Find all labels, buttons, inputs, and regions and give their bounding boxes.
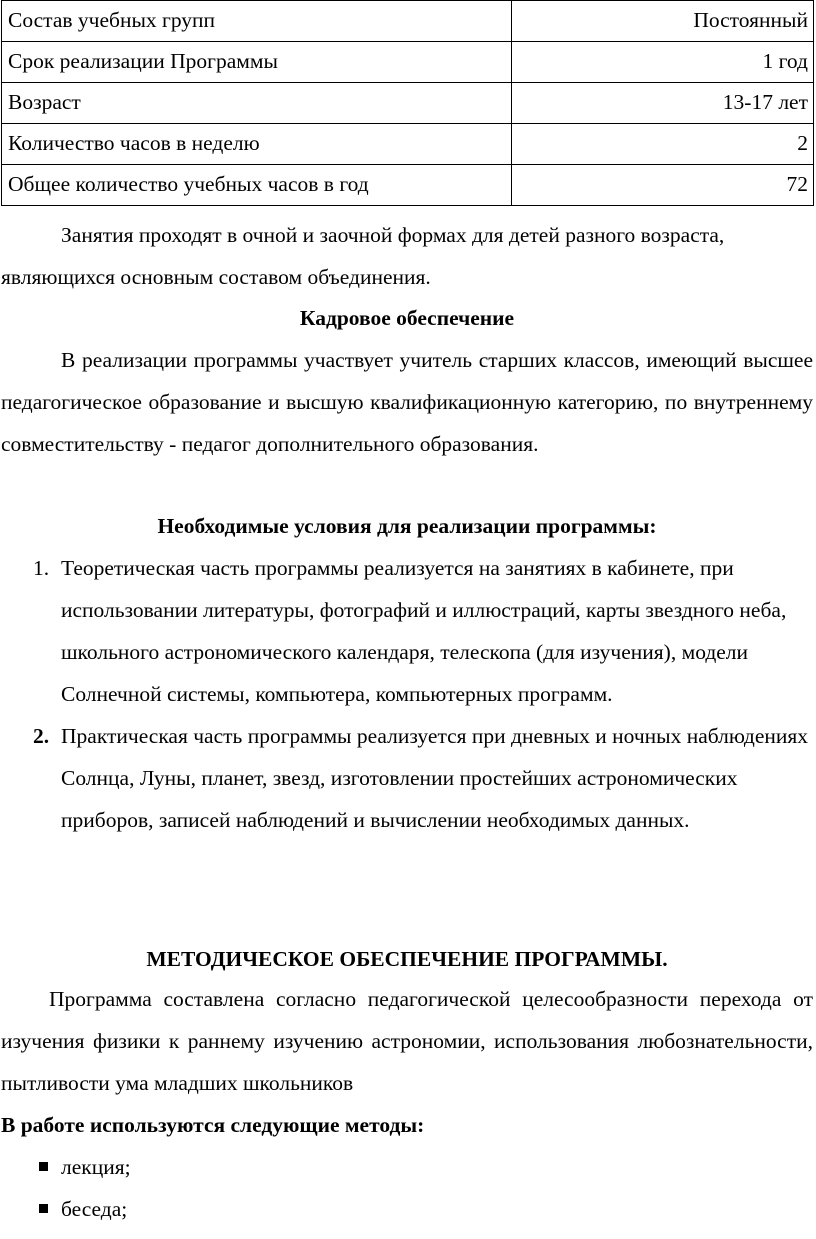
program-info-table [1, 0, 814, 206]
list-item [1, 1146, 813, 1188]
list-item [1, 1188, 813, 1230]
heading-text: Кадровое обеспечение [299, 306, 515, 330]
table-cell-value: 72 [512, 165, 814, 206]
table-row [2, 1, 814, 42]
list-item [1, 715, 813, 841]
paragraph-staff [1, 339, 813, 465]
table-cell-value: 13-17 лет [512, 83, 814, 124]
conditions-heading [1, 505, 813, 547]
table-cell-label: Возраст [2, 83, 512, 124]
list-item-text: беседа; [61, 1197, 128, 1221]
table-cell-label: Количество часов в неделю [2, 124, 512, 165]
table-row [2, 165, 814, 206]
list-number: 2. [33, 724, 50, 748]
list-number: 1. [33, 556, 50, 580]
heading-text: Необходимые условия для реализации программы: [157, 514, 657, 538]
paragraph-methodical [1, 978, 813, 1104]
paragraph-text: В реализации программы участвует учитель старших классов, имеющий высшее педагогическое образование и высшую квалификационную категорию, по внутреннему совместительству - педагог дополнительного образования. [1, 348, 813, 456]
square-bullet-icon [39, 1204, 48, 1213]
paragraph-text: Программа составлена согласно педагогической целесообразности перехода от изучения физики к раннему изучению астрономии, использования любознательности, пытливости ума младших школьников [1, 987, 813, 1095]
paragraph-line: являющихся основным составом объединения. [1, 265, 431, 289]
list-item [1, 547, 813, 715]
list-item-text: Теоретическая часть программы реализуется на занятиях в кабинете, при использовании литературы, фотографий и иллюстраций, карты звездного неба, школьного астрономического календаря, телескопа (для изучения), модели Солнечной системы, компьютера, компьютерных программ. [61, 556, 787, 706]
list-item-text: лекция; [61, 1155, 131, 1179]
paragraph-line: Занятия проходят в очной и заочной формах для детей разного возраста, [61, 223, 725, 247]
table-row [2, 83, 814, 124]
table-cell-value: 1 год [512, 42, 814, 83]
table-cell-value: Постоянный [512, 1, 814, 42]
square-bullet-icon [39, 1162, 48, 1171]
table-cell-label: Общее количество учебных часов в год [2, 165, 512, 206]
table-cell-label: Состав учебных групп [2, 1, 512, 42]
methods-list [1, 1146, 813, 1230]
table-row [2, 42, 814, 83]
table-cell-value: 2 [512, 124, 814, 165]
heading-text: МЕТОДИЧЕСКОЕ ОБЕСПЕЧЕНИЕ ПРОГРАММЫ. [146, 947, 668, 971]
list-item-text: Практическая часть программы реализуется при дневных и ночных наблюдениях Солнца, Луны, планет, звезд, изготовлении простейших астрономических приборов, записей наблюдений и вычислении необходимых данных. [61, 724, 809, 832]
table-cell-label: Срок реализации Программы [2, 42, 512, 83]
heading-text: В работе используются следующие методы: [1, 1113, 425, 1137]
paragraph-class-format [1, 214, 813, 298]
methods-heading [1, 1104, 813, 1146]
table-row [2, 124, 814, 165]
methodical-heading [1, 938, 813, 980]
staff-heading [1, 297, 813, 339]
conditions-list [1, 547, 813, 841]
